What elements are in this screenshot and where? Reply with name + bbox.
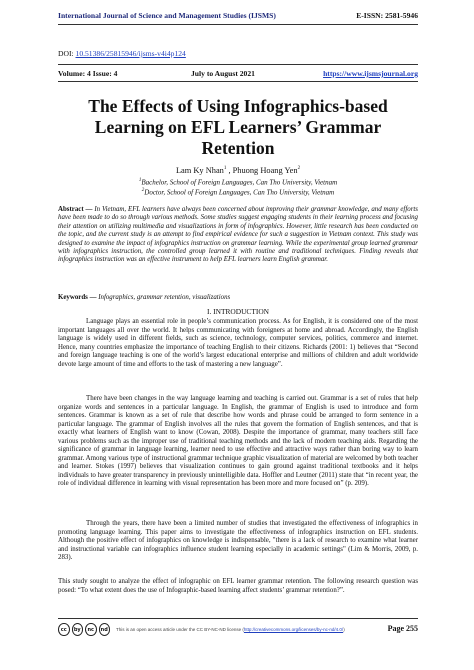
section-heading-introduction: I. INTRODUCTION bbox=[207, 307, 269, 316]
meta-rule bbox=[58, 81, 418, 82]
intro-paragraph-3: Through the years, there have been a limited number of studies that investigated the effectiveness of infographics in promoting language learning. This paper aims to investigate the effectiveness of infographics instruction on EFL students. Although the positive effect of infographics on knowledge is indispensable, "there is a lack of research to examine what learner and instructional variable can infographics influence student learning especially in academic settings" (Lim & Morris, 2009, p. 283). bbox=[58, 520, 418, 561]
license-text: This is an open access article under the CC BY-NC-ND license (http://creativecommons.org/licenses/by-nc-nd/4.0/) bbox=[116, 627, 345, 632]
volume-issue: Volume: 4 Issue: 4 bbox=[58, 69, 118, 78]
cc-license-badge bbox=[58, 623, 110, 639]
issue-date: July to August 2021 bbox=[191, 69, 255, 78]
author-2: Phuong Hoang Yen bbox=[232, 166, 298, 175]
header-rule bbox=[58, 24, 418, 25]
authors: Lam Ky Nhan$^1$ , Phuong Hoang Yen$^2$ bbox=[175, 166, 301, 175]
journal-website-link[interactable]: https://www.ijsmsjournal.org bbox=[323, 69, 418, 78]
nc-icon: nc bbox=[85, 623, 97, 636]
cc-icon: cc bbox=[58, 623, 70, 636]
intro-paragraph-4: This study sought to analyze the effect of infographic on EFL learner grammar retention. The following research question was posed: “To what extent does the use of Infographic-based learning affect students’ grammar retention?”. bbox=[58, 578, 418, 594]
keywords bbox=[58, 294, 418, 301]
nd-icon: nd bbox=[99, 623, 111, 636]
abstract-text: In Vietnam, EFL learners have always been concerned about improving their grammar knowledge, and many efforts have been made to do so through various methods. Some studies suggest engaging students in their learning process and focusing their attention on utilizing multimedia and visualizations in form of infographics. However, little research has been conducted on the topic, and the current study is an attempt to find empirical evidence for such a suggestion in Vietnam context. This study was designed to examine the impact of infographics instruction on grammar learning. While the experimental group learned grammar with infographics instruction, the controlled group learned it with routine and traditional techniques. Finding reveals that infographics instruction was an effective instrument to help EFL learners learn English grammar. bbox=[58, 206, 418, 264]
journal-name: International Journal of Science and Management Studies (IJSMS) bbox=[58, 11, 276, 20]
doi-rule bbox=[58, 64, 418, 65]
doi-link[interactable]: 10.51386/25815946/ijsms-v4i4p124 bbox=[75, 49, 186, 58]
article-title: The Effects of Using Infographics-based Learning on EFL Learners’ Grammar Retention bbox=[88, 96, 388, 158]
author-1: Lam Ky Nhan bbox=[175, 166, 224, 175]
keywords-label: Keywords — bbox=[58, 294, 99, 301]
affiliation-2: $^2$Doctor, School of Foreign Languages, Can Tho University, Vietnam bbox=[141, 188, 335, 197]
page-number: Page 255 bbox=[387, 624, 418, 633]
license-link[interactable]: http://creativecommons.org/licenses/by-nc-nd/4.0/ bbox=[243, 627, 344, 632]
footer-rule bbox=[58, 618, 418, 619]
by-icon: by bbox=[72, 623, 84, 636]
keywords-text: Infographics, grammar retention, visualizations bbox=[98, 294, 231, 301]
doi-line bbox=[58, 49, 186, 58]
intro-paragraph-2: There have been changes in the way language learning and teaching is carried out. Grammar is a set of rules that help organize words and sentences in a particular language. In English, the grammar of English is used to introduce and form sentences. Grammar is known as a set of rule that describe how words and phrase could be arranged to form sentence in a particular language. The grammar of English involves all the rules that govern the formation of English sentences, and that is exactly what learners of English want to know (Cowan, 2008). Despite the importance of grammar, many teachers still face various problems such as the improper use of traditional teaching methods and the lack of modern teaching aids. Regarding the significance of grammar in language learning, learner need to use effective and attractive ways rather than boring way to learn grammar. Among various type of instructional grammar technique graphic visualization of material are welcomed by both teacher and learner. Stokes (1997) believes that visualization continues to gain ground against traditional textbooks and it helps individuals to have greater transparency in previously unintelligible data. Hoffler and Leutner (2011) state that “in recent year, the role of individual difference in learning with visual representation has been more and more focused on” (p. 209). bbox=[58, 395, 418, 487]
affiliation-1: $^1$Bachelor, School of Foreign Languages, Can Tho University, Vietnam bbox=[138, 178, 338, 187]
issn: E-ISSN: 2581-5946 bbox=[356, 11, 418, 20]
abstract bbox=[58, 206, 418, 265]
abstract-label: Abstract — bbox=[58, 206, 95, 213]
doi-label: DOI: bbox=[58, 49, 76, 58]
intro-paragraph-1: Language plays an essential role in people’s communication process. As for English, it is considered one of the most important languages all over the world. It helps communicating with foreigners at home and abroad. Accordingly, the English language is widely used in different fields, such as science, technology, computer services, politics, commerce and internet. Hence, many countries emphasize the importance of teaching English to their citizens. Richards (2001: 1) believes that “Second and foreign language teaching is one of the world’s largest educational enterprise and millions of children and adult worldwide devote large amount of time and efforts to the task of mastering a new language”. bbox=[58, 318, 418, 368]
